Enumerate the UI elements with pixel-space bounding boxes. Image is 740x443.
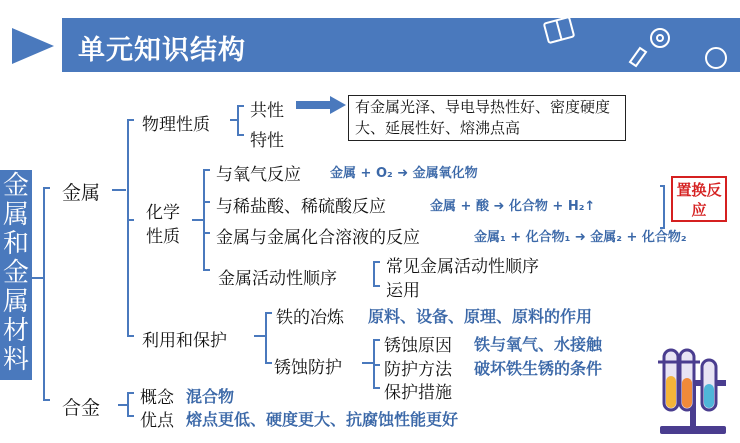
activity-application-item: 运用 [386,281,420,301]
alloy-concept-detail: 混合物 [186,387,235,406]
physical-description-box: 有金属光泽、导电导热性好、密度硬度大、延展性好、熔沸点高 [348,95,626,141]
use-protection-label: 利用和保护 [142,331,227,351]
test-tube-rack-icon [650,340,734,440]
rust-cause-label: 锈蚀原因 [384,336,452,356]
iron-smelting-detail: 原料、设备、原理、原料的作用 [368,307,593,326]
page-title: 单元知识结构 [78,35,246,66]
salt-reaction-equation: 金属₁ + 化合物₁ ➜ 金属₂ + 化合物₂ [474,230,687,245]
activity-series-label: 金属活动性顺序 [218,269,337,289]
alloy-advantage-detail: 熔点更低、硬度更大、抗腐蚀性能更好 [186,410,459,429]
activity-series-item: 常见金属活动性顺序 [386,257,539,277]
alloy-label: 合金 [62,397,101,419]
oxygen-reaction-equation: 金属 + O₂ ➜ 金属氧化物 [330,166,478,181]
acid-reaction-label: 与稀盐酸、稀硫酸反应 [216,197,386,217]
chemical-property-label-line2: 性质 [146,227,180,247]
main-topic-label: 金属和金属材料 [2,171,29,375]
metal-label: 金属 [62,182,101,204]
rust-cause-detail: 铁与氧气、水接触 [474,335,603,354]
physical-property-label: 物理性质 [142,115,210,135]
chemical-property-label-line1: 化学 [146,203,180,223]
salt-reaction-label: 金属与金属化合溶液的反应 [216,228,420,248]
special-property-label: 特性 [250,131,284,151]
oxygen-reaction-label: 与氧气反应 [216,165,301,185]
protection-measure-label: 保护措施 [384,383,452,403]
replacement-reaction-stamp: 置换反应 [671,176,727,222]
acid-reaction-equation: 金属 + 酸 ➜ 化合物 + H₂↑ [430,199,596,214]
protection-method-label: 防护方法 [384,360,452,380]
iron-smelting-label: 铁的冶炼 [276,308,344,328]
common-property-label: 共性 [250,101,284,121]
alloy-advantage-label: 优点 [140,411,174,431]
protection-method-detail: 破坏铁生锈的条件 [474,359,603,378]
alloy-concept-label: 概念 [140,388,174,408]
rust-protection-label: 锈蚀防护 [274,358,342,378]
